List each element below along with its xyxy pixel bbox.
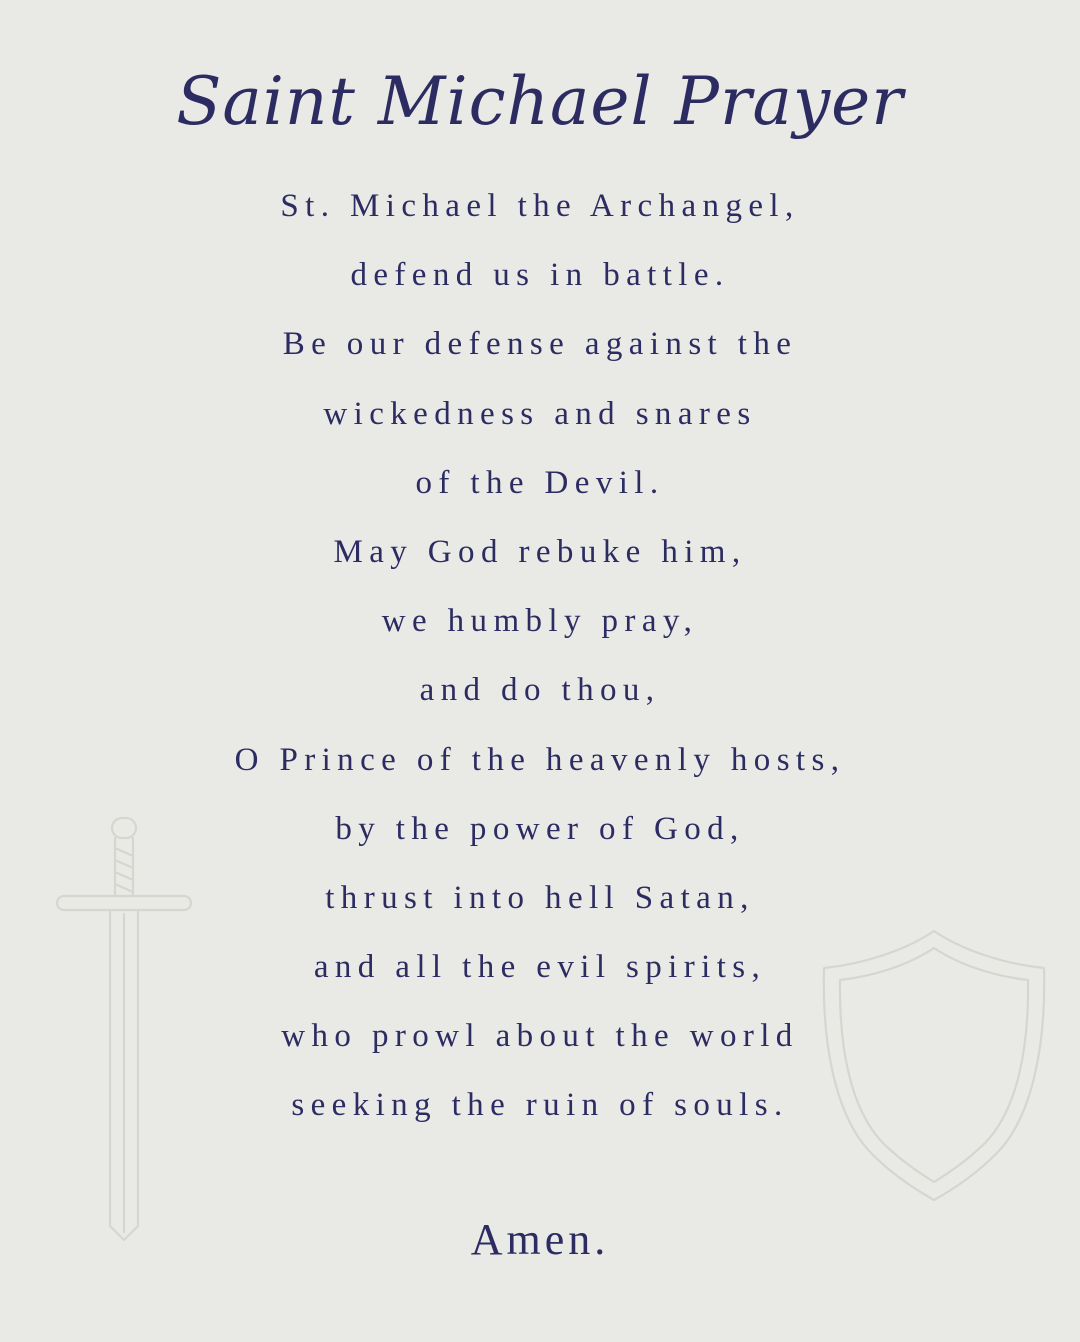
prayer-line: of the Devil. xyxy=(415,464,665,501)
prayer-line: O Prince of the heavenly hosts, xyxy=(234,741,846,778)
prayer-line: Be our defense against the xyxy=(282,326,798,363)
prayer-line: by the power of God, xyxy=(335,810,745,847)
closing-amen: Amen. xyxy=(470,1215,610,1264)
prayer-line: seeking the ruin of souls. xyxy=(291,1087,789,1124)
prayer-line: St. Michael the Archangel, xyxy=(280,188,800,224)
prayer-line: May God rebuke him, xyxy=(333,533,747,570)
prayer-line: wickedness and snares xyxy=(323,395,757,432)
prayer-text xyxy=(0,172,1080,1141)
prayer-line: defend us in battle. xyxy=(350,257,730,294)
prayer-line: and do thou, xyxy=(419,672,661,709)
prayer-line: we humbly pray, xyxy=(381,603,699,640)
page-title: Saint Michael Prayer xyxy=(176,63,904,140)
prayer-line: who prowl about the world xyxy=(281,1018,799,1055)
prayer-line: and all the evil spirits, xyxy=(313,949,767,986)
prayer-line: thrust into hell Satan, xyxy=(325,879,755,916)
